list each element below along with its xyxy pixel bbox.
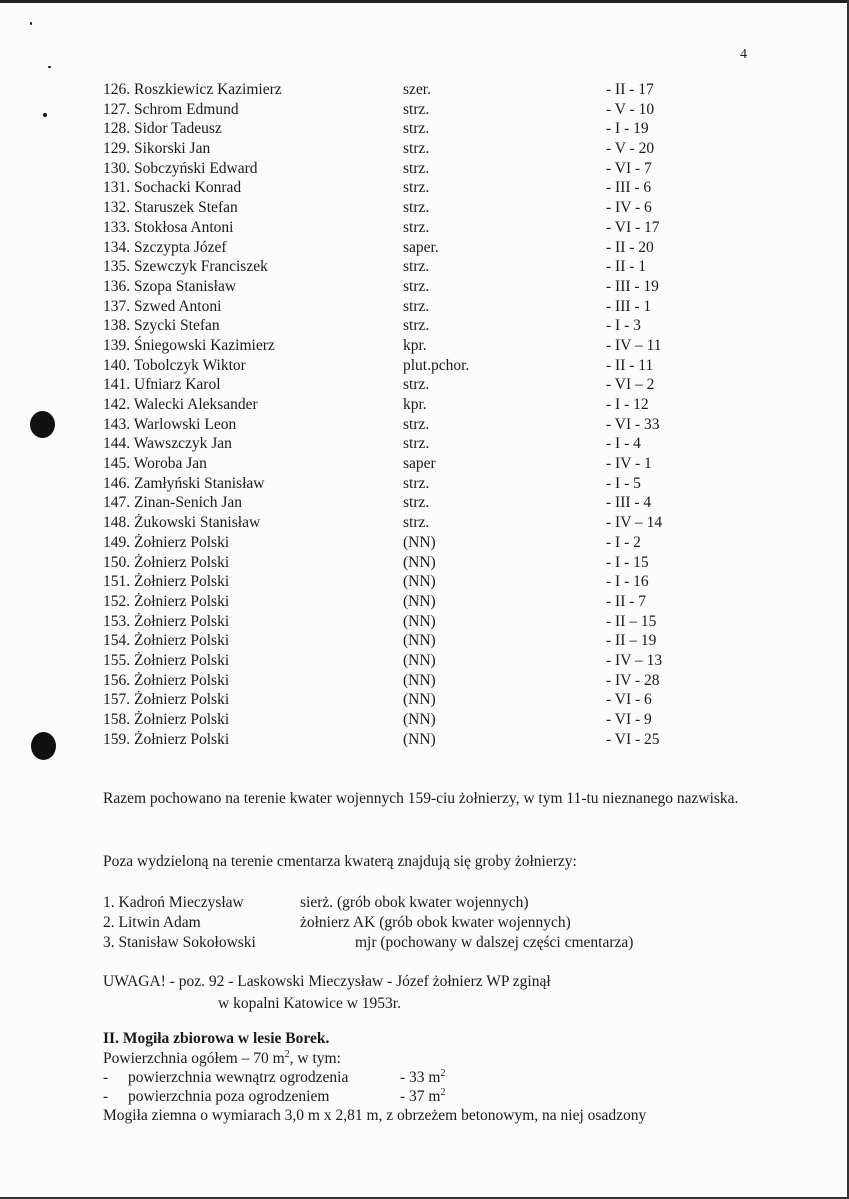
punch-hole [31,732,56,760]
soldier-rank: (NN) [403,573,436,591]
grave-location: - I - 19 [606,120,649,138]
soldier-rank: strz. [403,435,430,453]
soldier-rank: kpr. [403,336,427,354]
area-total: Powierzchnia ogółem – 70 $m^2$, w tym: [103,1048,341,1067]
soldier-rank: (NN) [403,553,436,571]
soldier-rank: strz. [403,199,430,217]
burial-row [103,159,703,179]
burial-row [103,572,703,592]
soldier-rank: plut.pchor. [403,356,470,374]
grave-location: - I - 16 [606,573,649,591]
bullet-dash: - [103,1069,109,1086]
soldier-name: 141. Ufniarz Karol [103,376,221,394]
burial-row [103,356,703,376]
outside-grave-row [103,913,723,933]
grave-location: - II - 20 [606,238,654,256]
burial-row [103,651,703,671]
grave-location: - I - 5 [606,474,641,492]
soldier-rank: strz. [403,100,430,118]
outside-grave-row [103,933,723,953]
burial-row [103,553,703,573]
grave-location: - IV – 13 [606,651,663,669]
soldier-rank: (NN) [403,612,436,630]
burial-row [103,178,703,198]
grave-location: - VI - 17 [606,218,660,236]
soldier-rank: (NN) [403,691,436,709]
punch-hole [30,411,55,438]
grave-location: - II - 7 [606,592,647,610]
burial-list [103,80,703,749]
soldier-rank: strz. [403,415,430,433]
soldier-name: 129. Sikorski Jan [103,140,211,158]
page-number: 4 [740,47,747,62]
soldier-name: 157. Żołnierz Polski [103,691,230,709]
soldier-name: 153. Żołnierz Polski [103,612,230,630]
soldier-name: 150. Żołnierz Polski [103,553,230,571]
grave-location: - IV – 14 [606,514,663,532]
grave-location: - II – 19 [606,632,657,650]
soldier-rank: kpr. [403,396,427,413]
burial-row [103,415,703,435]
soldier-rank: strz. [403,218,430,236]
description-line: Mogiła ziemna o wymiarach 3,0 m x 2,81 m, z obrzeżem betonowym, na niej osadzony [103,1107,647,1124]
burial-row [103,119,703,139]
grave-location: - II - 17 [606,81,654,98]
soldier-rank: saper. [403,238,439,256]
grave-name: 3. Stanisław Sokołowski [103,934,256,951]
soldier-name: 145. Woroba Jan [103,455,207,473]
soldier-name: 155. Żołnierz Polski [103,651,230,669]
soldier-rank: strz. [403,474,430,492]
scan-mark [30,22,32,25]
grave-location: - I - 15 [606,553,649,571]
grave-location: - VI - 9 [606,711,652,728]
soldier-rank: (NN) [403,711,436,728]
burial-row [103,277,703,297]
soldier-name: 138. Szycki Stefan [103,317,220,335]
soldier-name: 149. Żołnierz Polski [103,533,230,551]
grave-location: - VI - 7 [606,159,652,177]
soldier-name: 142. Walecki Aleksander [103,396,258,413]
soldier-rank: strz. [403,376,430,394]
burial-row [103,671,703,691]
burial-row [103,316,703,336]
burial-row [103,513,703,533]
grave-location: - II - 11 [606,356,654,374]
soldier-name: 143. Warlowski Leon [103,415,237,433]
soldier-name: 159. Żołnierz Polski [103,730,230,748]
grave-location: - VI – 2 [606,376,655,394]
burial-row [103,631,703,651]
soldier-rank: strz. [403,140,430,158]
soldier-name: 133. Stokłosa Antoni [103,218,234,236]
grave-location: - IV - 28 [606,671,660,689]
outside-graves-list [103,893,723,953]
soldier-rank: strz. [403,277,430,295]
soldier-name: 148. Żukowski Stanisław [103,514,261,532]
summary-paragraph: Razem pochowano na terenie kwater wojennych 159-ciu żołnierzy, w tym 11-tu nieznanego nazwiska. [103,790,739,807]
note-line: w kopalni Katowice w 1953r. [218,995,401,1012]
area-inside-label: powierzchnia wewnątrz ogrodzenia [128,1069,349,1086]
grave-location: - VI - 25 [606,730,660,748]
soldier-rank: (NN) [403,671,436,689]
grave-location: - I - 4 [606,435,641,453]
area-inside [103,1068,753,1087]
burial-row [103,238,703,258]
area-outside-value: - 37 $m^2$ [400,1086,446,1105]
burial-row [103,198,703,218]
area-inside-value: - 33 $m^2$ [400,1067,446,1086]
burial-row [103,80,703,100]
soldier-rank: (NN) [403,533,436,551]
grave-location: - VI - 6 [606,691,652,709]
soldier-name: 137. Szwed Antoni [103,297,222,315]
soldier-name: 128. Sidor Tadeusz [103,120,222,138]
soldier-name: 136. Szopa Stanisław [103,277,237,295]
burial-row [103,336,703,356]
burial-row [103,710,703,730]
section-title: II. Mogiła zbiorowa w lesie Borek. [103,1030,330,1047]
soldier-name: 158. Żołnierz Polski [103,711,230,728]
soldier-rank: strz. [403,179,430,197]
grave-description: sierż. (grób obok kwater wojennych) [300,894,529,911]
soldier-name: 127. Schrom Edmund [103,100,239,118]
grave-location: - IV - 1 [606,455,652,473]
grave-location: - III - 19 [606,277,659,295]
outside-graves-intro: Poza wydzieloną na terenie cmentarza kwaterą znajdują się groby żołnierzy: [103,853,577,870]
burial-row [103,592,703,612]
soldier-rank: strz. [403,258,430,276]
grave-description: żołnierz AK (grób obok kwater wojennych) [300,914,571,931]
grave-name: 2. Litwin Adam [103,914,201,931]
note-block [103,971,723,1015]
soldier-rank: strz. [403,494,430,512]
scan-mark [48,66,51,68]
grave-location: - II - 1 [606,258,647,276]
soldier-rank: (NN) [403,592,436,610]
burial-row [103,493,703,513]
soldier-rank: strz. [403,514,430,532]
soldier-name: 152. Żołnierz Polski [103,592,230,610]
soldier-name: 126. Roszkiewicz Kazimierz [103,81,282,98]
soldier-name: 151. Żołnierz Polski [103,573,230,591]
area-outside-label: powierzchnia poza ogrodzeniem [128,1088,330,1105]
grave-location: - VI - 33 [606,415,660,433]
area-outside [103,1087,753,1106]
grave-location: - IV – 11 [606,336,662,354]
section-mass-grave [103,1029,753,1125]
grave-location: - V - 10 [606,100,655,118]
soldier-name: 134. Szczypta Józef [103,238,227,256]
burial-row [103,139,703,159]
note-line: UWAGA! - poz. 92 - Laskowski Mieczysław - Józef żołnierz WP zginął [103,973,551,990]
soldier-rank: strz. [403,297,430,315]
scan-mark [43,113,47,117]
soldier-name: 130. Sobczyński Edward [103,159,258,177]
burial-row [103,100,703,120]
soldier-name: 144. Wawszczyk Jan [103,435,232,453]
soldier-name: 139. Śniegowski Kazimierz [103,336,275,354]
grave-location: - I - 12 [606,396,649,413]
soldier-name: 135. Szewczyk Franciszek [103,258,268,276]
soldier-name: 131. Sochacki Konrad [103,179,242,197]
soldier-name: 147. Zinan-Senich Jan [103,494,243,512]
burial-row [103,730,703,750]
soldier-name: 146. Zamłyński Stanisław [103,474,265,492]
soldier-name: 132. Staruszek Stefan [103,199,238,217]
burial-row [103,257,703,277]
grave-location: - II – 15 [606,612,657,630]
soldier-name: 156. Żołnierz Polski [103,671,230,689]
grave-location: - I - 3 [606,317,641,335]
grave-location: - III - 1 [606,297,652,315]
grave-location: - I - 2 [606,533,641,551]
soldier-rank: (NN) [403,730,436,748]
soldier-rank: saper [403,455,436,473]
soldier-rank: szer. [403,81,431,98]
burial-row [103,474,703,494]
burial-row [103,375,703,395]
grave-location: - III - 6 [606,179,652,197]
burial-row [103,434,703,454]
bullet-dash: - [103,1088,109,1105]
soldier-rank: strz. [403,159,430,177]
soldier-rank: (NN) [403,651,436,669]
burial-row [103,454,703,474]
soldier-name: 140. Tobolczyk Wiktor [103,356,246,374]
burial-row [103,297,703,317]
grave-location: - III - 4 [606,494,652,512]
burial-row [103,218,703,238]
soldier-name: 154. Żołnierz Polski [103,632,230,650]
scan-top-border [0,0,849,3]
burial-row [103,612,703,632]
soldier-rank: strz. [403,317,430,335]
soldier-rank: strz. [403,120,430,138]
burial-row [103,690,703,710]
burial-row [103,533,703,553]
grave-location: - IV - 6 [606,199,652,217]
burial-row [103,395,703,415]
outside-grave-row [103,893,723,913]
grave-description: mjr (pochowany w dalszej części cmentarza) [355,934,634,951]
grave-name: 1. Kadroń Mieczysław [103,894,244,911]
soldier-rank: (NN) [403,632,436,650]
grave-location: - V - 20 [606,140,655,158]
